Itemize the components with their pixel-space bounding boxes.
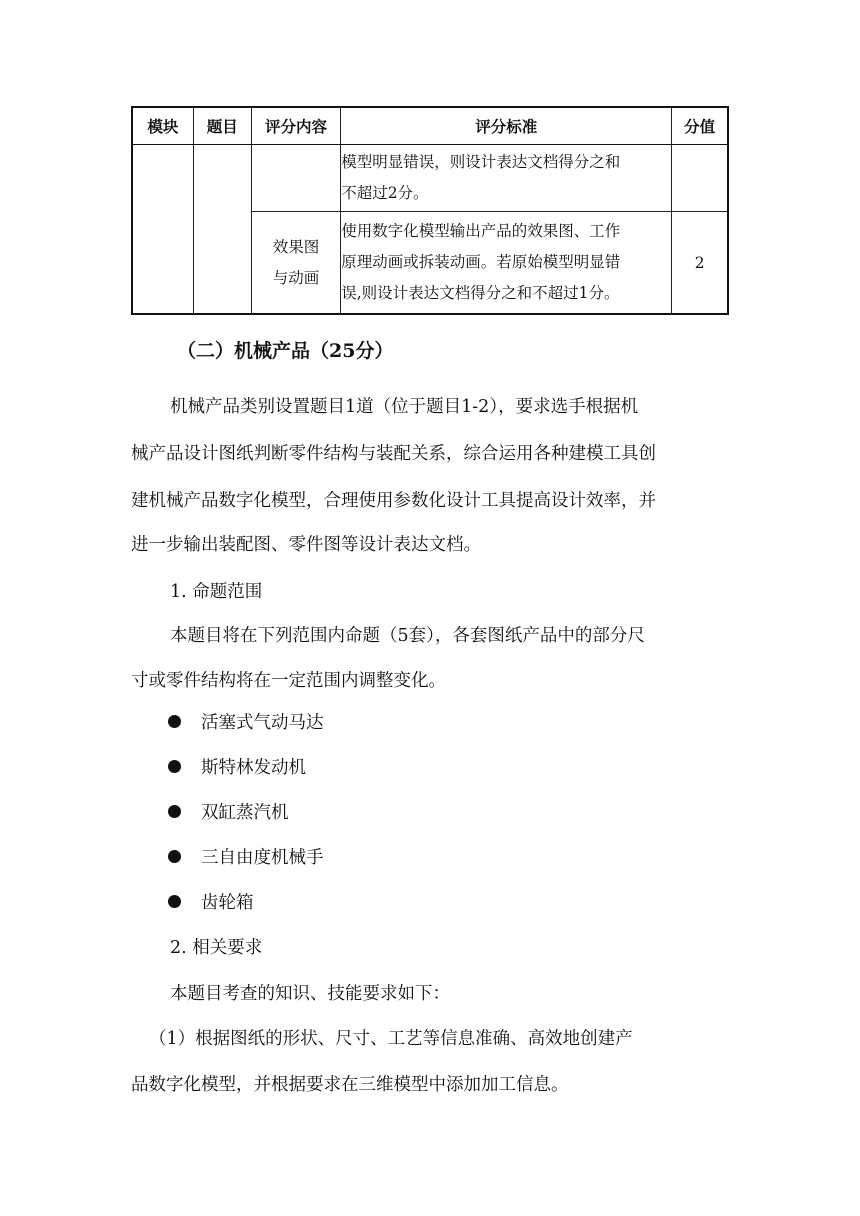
bullet-text: 齿轮箱 [201, 893, 254, 913]
requirement-line: 品数字化模型，并根据要求在三维模型中添加加工信息。 [131, 1075, 569, 1095]
content-line: 效果图 [272, 237, 320, 256]
intro-line: 建机械产品数字化模型，合理使用参数化设计工具提高设计效率，并 [131, 491, 656, 511]
module-cell [132, 145, 193, 315]
bullet-item [168, 889, 254, 914]
header-value: 分值 [672, 107, 728, 145]
requirement-line: （1）根据图纸的形状、尺寸、工艺等信息准确、高效地创建产 [149, 1029, 633, 1049]
content-cell [251, 145, 340, 212]
table-row [132, 145, 728, 212]
standard-line: 使用数字化模型输出产品的效果图、工作 [341, 222, 621, 240]
grading-table [131, 106, 729, 315]
intro-line: 械产品设计图纸判断零件结构与装配关系，综合运用各种建模工具创 [131, 444, 656, 464]
bullet-item [168, 844, 324, 869]
scope-line: 寸或零件结构将在一定范围内调整变化。 [131, 671, 446, 691]
bullet-dot-icon [168, 760, 181, 773]
subsection-title-scope: 1. 命题范围 [170, 582, 263, 602]
value-cell [672, 145, 728, 212]
bullet-text: 斯特林发动机 [201, 758, 306, 778]
intro-line: 机械产品类别设置题目1道（位于题目1-2），要求选手根据机 [170, 397, 639, 417]
question-cell [193, 145, 251, 315]
bullet-item [168, 709, 324, 734]
bullet-dot-icon [168, 715, 181, 728]
standard-line: 不超过2分。 [341, 184, 429, 202]
bullet-text: 活塞式气动马达 [201, 713, 324, 733]
bullet-text: 三自由度机械手 [201, 848, 324, 868]
header-content: 评分内容 [251, 107, 340, 145]
bullet-dot-icon [168, 895, 181, 908]
bullet-text: 双缸蒸汽机 [201, 803, 289, 823]
subsection-title-requirements: 2. 相关要求 [170, 938, 263, 958]
header-module: 模块 [132, 107, 193, 145]
standard-line: 原理动画或拆装动画。若原始模型明显错 [341, 253, 621, 271]
table-header-row [132, 107, 728, 145]
requirements-intro: 本题目考查的知识、技能要求如下： [170, 984, 450, 1004]
standard-line: 误,则设计表达文档得分之和不超过1分。 [341, 284, 620, 302]
bullet-item [168, 754, 306, 779]
value-cell: 2 [672, 212, 728, 315]
header-standard: 评分标准 [341, 107, 672, 145]
scope-line: 本题目将在下列范围内命题（5套），各套图纸产品中的部分尺 [170, 626, 645, 646]
bullet-dot-icon [168, 850, 181, 863]
standard-line: 模型明显错误，则设计表达文档得分之和 [341, 153, 621, 171]
standard-cell [341, 212, 672, 315]
bullet-dot-icon [168, 805, 181, 818]
header-question: 题目 [193, 107, 251, 145]
standard-cell [341, 145, 672, 212]
bullet-item [168, 799, 289, 824]
content-cell [251, 212, 340, 315]
content-line: 与动画 [272, 268, 320, 287]
intro-line: 进一步输出装配图、零件图等设计表达文档。 [131, 535, 481, 555]
section-title: （二）机械产品（25分） [177, 340, 394, 362]
